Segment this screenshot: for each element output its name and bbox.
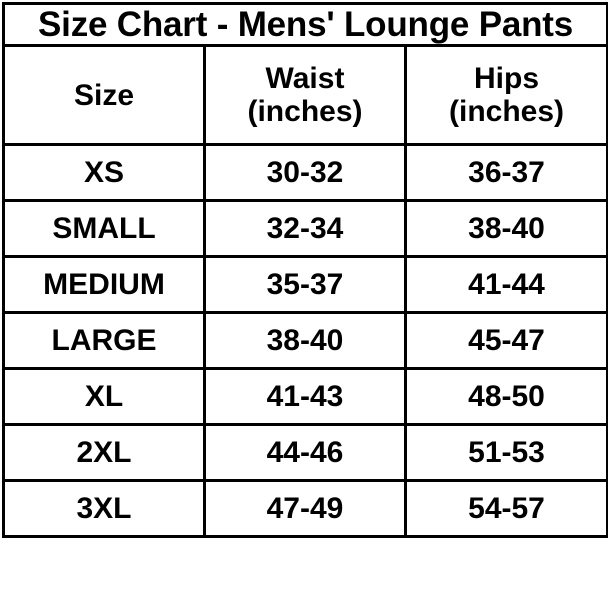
cell-waist: 44-46 bbox=[205, 425, 406, 481]
table-row bbox=[4, 313, 608, 369]
cell-size: LARGE bbox=[4, 313, 205, 369]
cell-hips: 45-47 bbox=[406, 313, 608, 369]
cell-waist: 47-49 bbox=[205, 481, 406, 537]
cell-size: 3XL bbox=[4, 481, 205, 537]
cell-waist: 35-37 bbox=[205, 257, 406, 313]
table-row bbox=[4, 425, 608, 481]
cell-hips: 41-44 bbox=[406, 257, 608, 313]
title-row bbox=[4, 4, 608, 46]
column-header-waist-line1: Waist bbox=[265, 62, 345, 96]
cell-hips: 38-40 bbox=[406, 201, 608, 257]
cell-hips: 51-53 bbox=[406, 425, 608, 481]
column-header-hips-line1: Hips bbox=[474, 62, 540, 96]
page-title: Size Chart - Mens' Lounge Pants bbox=[4, 4, 608, 46]
cell-size: MEDIUM bbox=[4, 257, 205, 313]
table-row bbox=[4, 257, 608, 313]
column-header-hips bbox=[406, 46, 608, 145]
column-header-waist bbox=[205, 46, 406, 145]
column-header-size bbox=[4, 46, 205, 145]
size-chart-table bbox=[2, 2, 608, 538]
cell-waist: 38-40 bbox=[205, 313, 406, 369]
table-row bbox=[4, 145, 608, 201]
cell-waist: 41-43 bbox=[205, 369, 406, 425]
table-row bbox=[4, 201, 608, 257]
cell-size: XL bbox=[4, 369, 205, 425]
column-header-waist-line2: (inches) bbox=[247, 95, 363, 129]
cell-size: SMALL bbox=[4, 201, 205, 257]
cell-size: 2XL bbox=[4, 425, 205, 481]
column-header-size-line1: Size bbox=[73, 78, 135, 112]
cell-waist: 32-34 bbox=[205, 201, 406, 257]
column-header-hips-line2: (inches) bbox=[449, 95, 565, 129]
cell-waist: 30-32 bbox=[205, 145, 406, 201]
cell-hips: 48-50 bbox=[406, 369, 608, 425]
table-row bbox=[4, 481, 608, 537]
table-row bbox=[4, 369, 608, 425]
cell-hips: 54-57 bbox=[406, 481, 608, 537]
cell-size: XS bbox=[4, 145, 205, 201]
header-row bbox=[4, 46, 608, 145]
cell-hips: 36-37 bbox=[406, 145, 608, 201]
